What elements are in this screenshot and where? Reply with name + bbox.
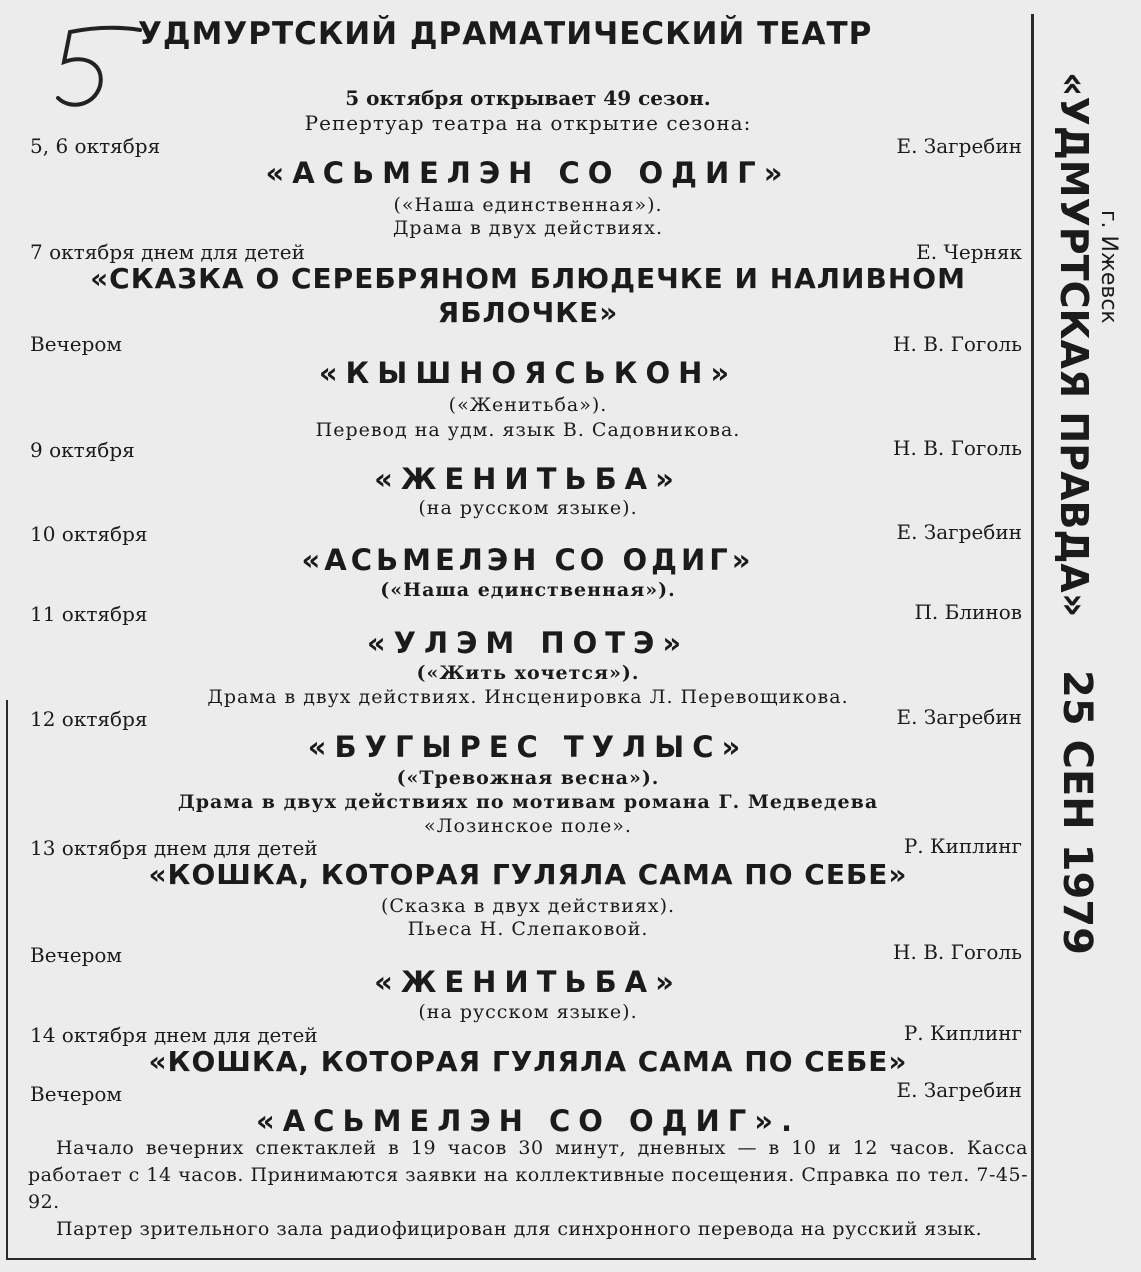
entry-date: 11 октября [30,602,148,626]
play-translation: («Жить хочется»). [416,662,640,684]
entry-author: Р. Киплинг [903,834,1022,858]
theater-repertoire-poster [28,10,1028,1260]
entry-author: Е. Загребин [896,520,1022,544]
play-translation: («Тревожная весна»). [396,767,660,789]
play-title: «АСЬМЕЛЭН СО ОДИГ». [256,1104,800,1138]
entry-author: Н. В. Гоголь [893,436,1022,460]
play-note-continued: «Лозинское поле». [424,815,632,837]
play-note: Драма в двух действиях. Инсценировка Л. Перевощикова. [207,686,849,708]
play-title: «ЖЕНИТЬБА» [374,965,682,999]
entry-author: Е. Загребин [896,705,1022,729]
play-title: «КЫШНОЯСЬКОН» [318,356,738,390]
entry-author: Р. Киплинг [903,1021,1022,1045]
play-translation: («Наша единственная»). [393,194,663,216]
entry-date: 14 октября днем для детей [30,1023,318,1047]
play-title-continued: ЯБЛОЧКЕ» [437,296,619,329]
play-title: «СКАЗКА О СЕРЕБРЯНОМ БЛЮДЕЧКЕ И НАЛИВНОМ [90,262,966,295]
play-translation: («Женитьба»). [448,394,608,416]
entry-date: 9 октября [30,438,135,462]
stamp-city: г. Ижевск [1096,210,1121,324]
entry-date: Вечером [30,332,122,356]
entry-date: Вечером [30,1082,122,1106]
entry-author: Е. Загребин [896,1078,1022,1102]
play-title: «АСЬМЕЛЭН СО ОДИГ» [265,156,791,190]
footer-translation-paragraph: Партер зрительного зала радиофицирован для синхронного перевода на русский язык. [56,1218,983,1240]
entry-author: Н. В. Гоголь [893,940,1022,964]
stamp-date: 25 СЕН 1979 [1054,670,1100,955]
play-note: Пьеса Н. Слепаковой. [407,918,649,940]
entry-date: Вечером [30,943,122,967]
entry-date: 12 октября [30,707,148,731]
entry-date: 5, 6 октября [30,134,161,158]
play-translation: («Наша единственная»). [380,579,676,601]
entry-date: 7 октября днем для детей [30,240,305,264]
play-translation: (на русском языке). [418,497,638,519]
clipping-border-right [1031,14,1034,1260]
entry-author: Е. Загребин [896,134,1022,158]
play-translation: (Сказка в двух действиях). [380,895,676,917]
entry-date: 10 октября [30,522,148,546]
repertoire-intro: Репертуар театра на открытие сезона: [304,111,752,135]
season-announcement: 5 октября открывает 49 сезон. [345,86,711,110]
entry-author: П. Блинов [914,600,1022,624]
entry-author: Е. Черняк [916,240,1022,264]
play-title: «БУГЫРЕС ТУЛЫС» [307,730,749,764]
play-note: Перевод на удм. язык В. Садовникова. [315,419,741,441]
footer-notes [28,1135,1028,1243]
play-note: Драма в двух действиях по мотивам романа Г. Медведева [177,791,879,813]
play-title: «КОШКА, КОТОРАЯ ГУЛЯЛА САМА ПО СЕБЕ» [148,858,908,891]
play-title: «КОШКА, КОТОРАЯ ГУЛЯЛА САМА ПО СЕБЕ» [148,1045,908,1078]
newspaper-stamp [1052,60,1128,1080]
entry-date: 13 октября днем для детей [30,836,318,860]
entry-author: Н. В. Гоголь [893,332,1022,356]
footer-schedule-paragraph: Начало вечерних спектаклей в 19 часов 30 минут, дневных — в 10 и 12 часов. Касса работает с 14 часов. Принимаются заявки на коллективные посещения. Справка по тел. 7-45-92. [28,1137,1028,1213]
play-title: «АСЬМЕЛЭН СО ОДИГ» [301,543,755,577]
stamp-newspaper-name: «УДМУРТСКАЯ ПРАВДА» [1052,72,1096,618]
play-note: Драма в двух действиях. [392,217,663,239]
play-title: «УЛЭМ ПОТЭ» [366,626,690,660]
clipping-border-left [6,700,8,1260]
theater-header: УДМУРТСКИЙ ДРАМАТИЧЕСКИЙ ТЕАТР [138,16,873,52]
play-translation: (на русском языке). [418,1001,638,1023]
play-title: «ЖЕНИТЬБА» [374,462,682,496]
